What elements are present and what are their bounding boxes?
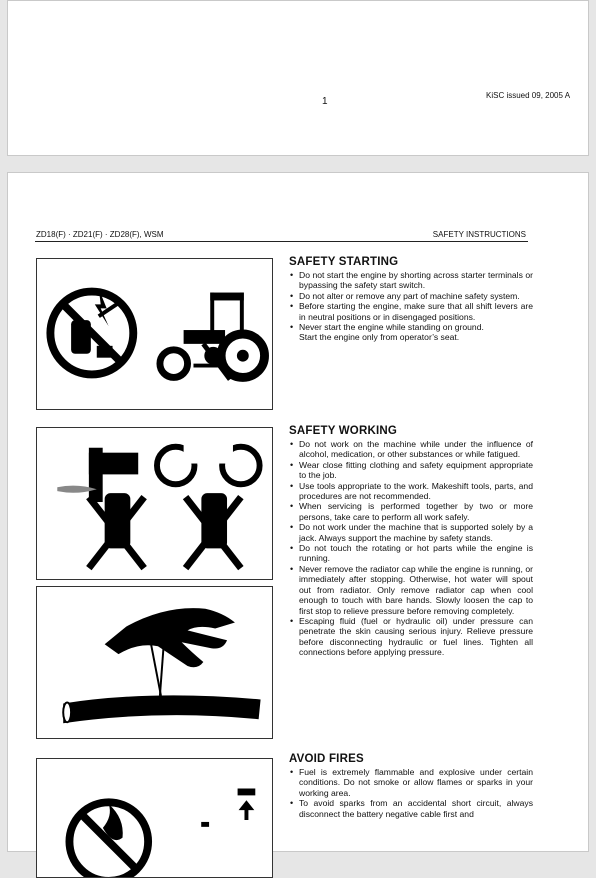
glove-icon [89,493,144,568]
section-safety-starting [289,256,533,343]
previous-page [7,0,589,156]
header-rule [35,241,528,242]
list-item: • Wear close fitting clothing and safety equipment appropriate to the job. [299,460,533,481]
current-page [7,172,589,852]
page-number: 1 [322,96,328,107]
list-item: • Do not alter or remove any part of machine safety system. [299,291,533,301]
section-avoid-fires [289,753,533,819]
list-item: • Use tools appropriate to the work. Makeshift tools, parts, and procedures are not recommended. [299,481,533,502]
figure-avoid-fires [36,758,273,878]
no-shorting-icon [50,289,133,375]
list-item: • Do not touch the rotating or hot parts while the engine is running. [299,543,533,564]
section-title: SAFETY WORKING [289,425,398,437]
header-section: SAFETY INSTRUCTIONS [432,230,526,239]
list-item: • To avoid sparks from an accidental short circuit, always disconnect the battery negative cable first and [299,798,533,819]
section-title: AVOID FIRES [289,753,364,765]
list-item: • Do not work on the machine while under the influence of alcohol, medication, or other substances or while fatigued. [299,439,533,460]
figure-safety-starting [36,258,273,410]
list-item: • Never remove the radiator cap while the engine is running, or immediately after stopping. Otherwise, hot water will spout out from radiator. Only remove radiator cap when cool enough to touch with bare hands. Slowly loosen the cap to first stop to relieve pressure before removing completely. [299,564,533,616]
figure-escaping-fluid [36,586,273,739]
list-item-continuation: Start the engine only from operator’s seat. [299,332,460,343]
section-safety-working [289,425,533,658]
glove-icon [186,493,241,568]
list-item: • When servicing is performed together by two or more persons, take care to perform all work safely. [299,501,533,522]
header-model: ZD18(F) · ZD21(F) · ZD28(F), WSM [36,230,164,239]
figure-rotating-parts [36,427,273,580]
tractor-run-over-icon [160,293,265,380]
list-item: • Do not start the engine by shorting across starter terminals or bypassing the safety start switch. [299,270,533,291]
list-item: • Escaping fluid (fuel or hydraulic oil) under pressure can penetrate the skin causing serious injury. Relieve pressure before disconnecting hydraulic or fuel lines. Tighten all connections before applying pressure. [299,616,533,658]
list-item: • Never start the engine while standing on ground. [299,322,533,332]
list-item: • Do not work under the machine that is supported solely by a jack. Always support the machine by safety stands. [299,522,533,543]
list-item: • Before starting the engine, make sure that all shift levers are in neutral positions or in disengaged positions. [299,301,533,322]
section-title: SAFETY STARTING [289,256,399,268]
issue-note: KiSC issued 09, 2005 A [486,91,571,100]
list-item: • Fuel is extremely flammable and explosive under certain conditions. Do not smoke or allow flames or sparks in your working area. [299,767,533,798]
